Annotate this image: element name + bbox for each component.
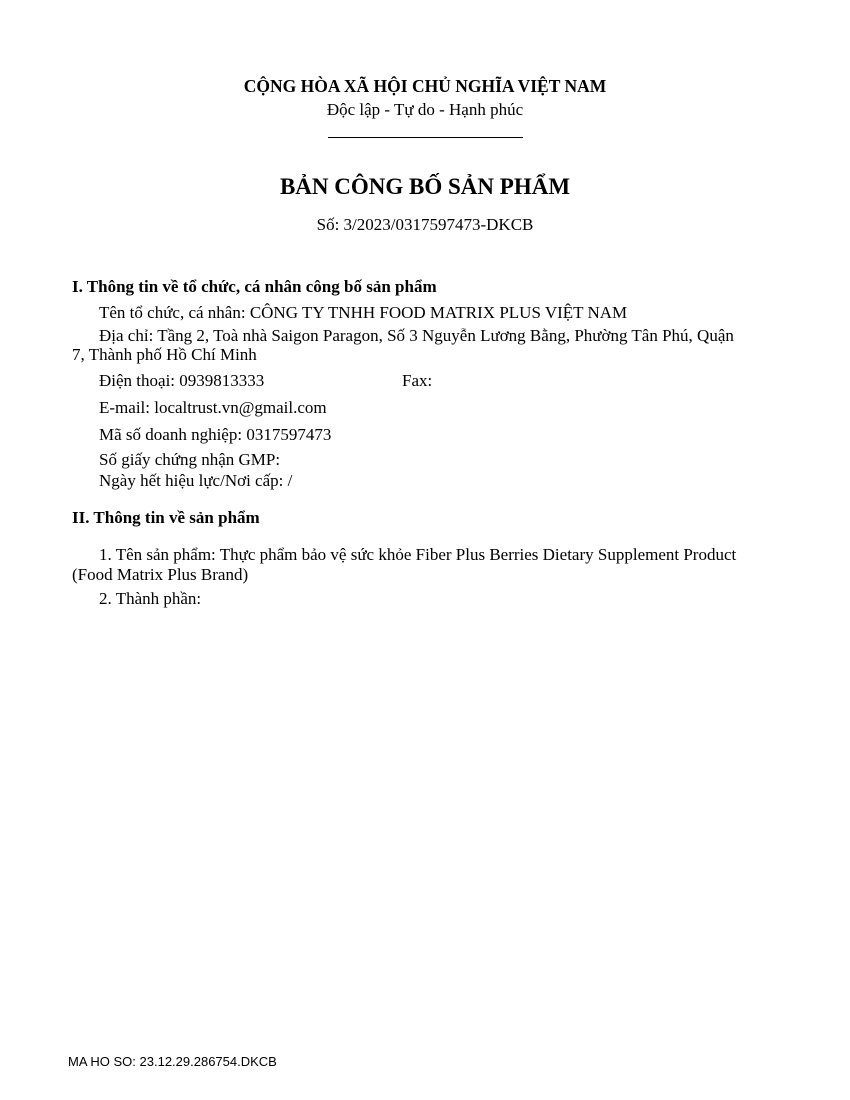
document-title: BẢN CÔNG BỐ SẢN PHẨM bbox=[279, 174, 571, 199]
gmp-cert: Số giấy chứng nhận GMP: bbox=[99, 450, 281, 469]
header-divider bbox=[0, 125, 850, 143]
nation-motto: Độc lập - Tự do - Hạnh phúc bbox=[326, 100, 524, 119]
expiry-issuer: Ngày hết hiệu lực/Nơi cấp: / bbox=[99, 471, 293, 490]
product-name-line-2: (Food Matrix Plus Brand) bbox=[72, 565, 249, 584]
section-2-heading: II. Thông tin về sản phẩm bbox=[72, 508, 260, 527]
address-line-1: Địa chỉ: Tầng 2, Toà nhà Saigon Paragon, Số 3 Nguyễn Lương Bằng, Phường Tân Phú, Quận bbox=[99, 326, 734, 345]
tax-code: Mã số doanh nghiệp: 0317597473 bbox=[99, 425, 332, 444]
nation-header: CỘNG HÒA XÃ HỘI CHỦ NGHĨA VIỆT NAM bbox=[243, 76, 607, 96]
document-number: Số: 3/2023/0317597473-DKCB bbox=[316, 215, 534, 234]
product-name-line-1: 1. Tên sản phẩm: Thực phẩm bảo vệ sức khỏe Fiber Plus Berries Dietary Supplement Product bbox=[99, 545, 737, 564]
dossier-code: MA HO SO: 23.12.29.286754.DKCB bbox=[68, 1054, 277, 1069]
phone: Điện thoại: 0939813333 bbox=[99, 371, 265, 390]
address-line-2: 7, Thành phố Hồ Chí Minh bbox=[72, 345, 257, 364]
ingredients-label: 2. Thành phần: bbox=[99, 589, 202, 608]
fax: Fax: bbox=[402, 371, 433, 390]
section-1-heading: I. Thông tin về tổ chức, cá nhân công bố sản phẩm bbox=[72, 277, 437, 296]
email: E-mail: localtrust.vn@gmail.com bbox=[99, 398, 327, 417]
org-name: Tên tổ chức, cá nhân: CÔNG TY TNHH FOOD MATRIX PLUS VIỆT NAM bbox=[99, 303, 628, 322]
